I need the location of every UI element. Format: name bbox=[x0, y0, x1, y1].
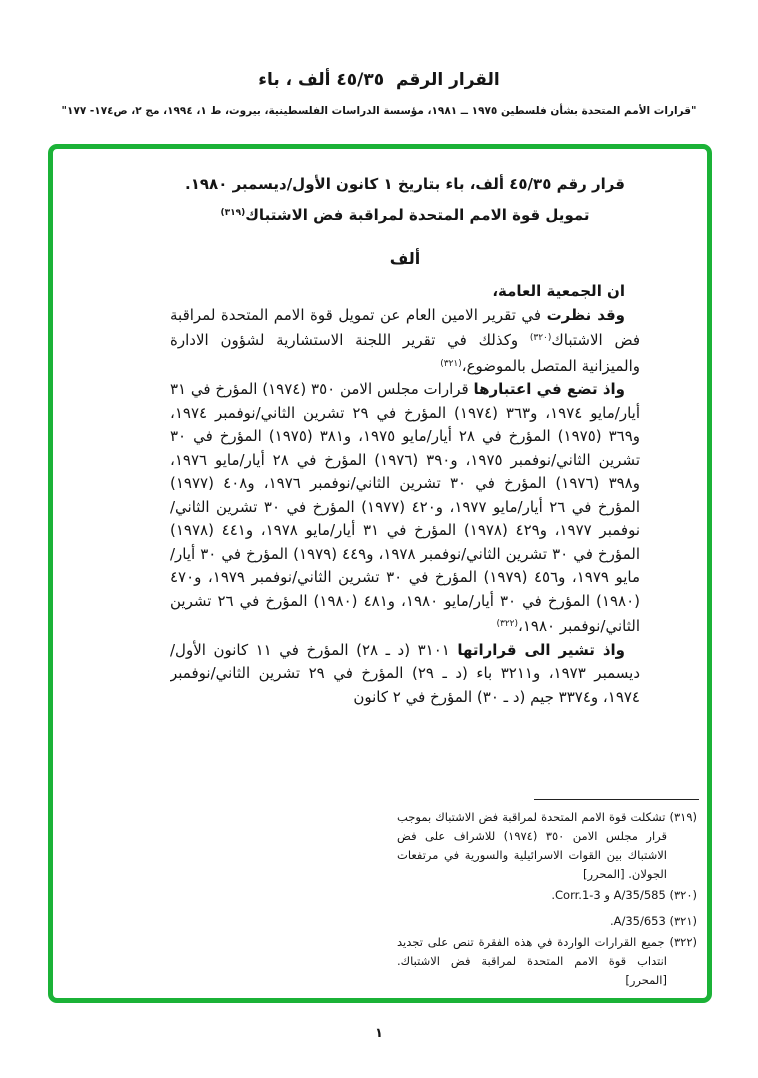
text-run: ٣١٠١ (د ـ ٢٨) المؤرخ في ١١ كانون الأول/ديسمبر ١٩٧٣، و٣٢١١ باء (د ـ ٢٩) المؤرخ في ٢٩ تشرين الثاني/نوفمبر ١٩٧٤، و٣٣٧٤ جيم (د ـ ٣٠) المؤرخ في ٢ كانون bbox=[170, 640, 640, 706]
footnote-322 bbox=[397, 933, 697, 990]
text-run: واذ تشير الى قراراتها bbox=[457, 640, 625, 659]
text-run: وقد نظرت bbox=[546, 305, 625, 324]
footnote-320 bbox=[397, 886, 697, 905]
footnote-321 bbox=[397, 912, 697, 931]
footnote-ref: (٣٢٢) bbox=[496, 619, 519, 629]
highlight-box bbox=[48, 144, 712, 1003]
paragraph-assembly bbox=[170, 280, 640, 304]
footnote-ref: (٣١٩) bbox=[220, 208, 246, 218]
paragraph-recalling bbox=[170, 639, 640, 710]
resolution-body bbox=[170, 280, 640, 709]
footnote-ref: (٣٢١) bbox=[440, 358, 462, 369]
resolution-subheading bbox=[170, 206, 640, 224]
text-run: قرارات مجلس الامن ٣٥٠ (١٩٧٤) المؤرخ في ٣١ أيار/مايو ١٩٧٤، و٣٦٣ (١٩٧٤) المؤرخ في ٢٩ تشرين الثاني/نوفمبر ١٩٧٤، و٣٦٩ (١٩٧٥) المؤرخ في ٢٨ أيار/مايو ١٩٧٥، و٣٨١ (١٩٧٥) المؤرخ في ٣٠ تشرين الثاني/نوفمبر ١٩٧٥، و٣٩٠ (١٩٧٦) المؤرخ في ٢٨ أيار/مايو ١٩٧٦، و٣٩٨ (١٩٧٦) المؤرخ في ٣٠ تشرين الثاني/نوفمبر ١٩٧٦، و٤٠٨ (١٩٧٧) المؤرخ في ٢٦ أيار/مايو ١٩٧٧، و٤٢٠ (١٩٧٧) المؤرخ في ٣٠ تشرين الثاني/نوفمبر ١٩٧٧، و٤٢٩ (١٩٧٨) المؤرخ في ٣١ أيار/مايو ١٩٧٨، و٤٤١ (١٩٧٨) المؤرخ في ٣٠ تشرين الثاني/نوفمبر ١٩٧٨، و٤٤٩ (١٩٧٩) المؤرخ في ٣٠ أيار/مايو ١٩٧٩، و٤٥٦ (١٩٧٩) المؤرخ في ٣٠ تشرين الثاني/نوفمبر ١٩٧٩، و٤٧٠ (١٩٨٠) المؤرخ في ٣٠ أيار/مايو ١٩٨٠، و٤٨١ (١٩٨٠) المؤرخ في ٢٦ تشرين الثاني/نوفمبر ١٩٨٠، bbox=[170, 380, 640, 635]
text-run: (٣٢٢) جميع القرارات الواردة في هذه الفقرة تنص على تجديد انتداب قوة الامم المتحدة لمراقبة فض الاشتباك. [المحرر] bbox=[397, 935, 697, 987]
text-run: (٣٢١) A/35/653. bbox=[609, 914, 697, 928]
document-title: القرار الرقم ٤٥/٣٥ ألف ، باء bbox=[258, 70, 500, 90]
text-run: (٣٢٠) A/35/585 و Corr.1-3. bbox=[551, 888, 697, 902]
page-number: ١ bbox=[375, 1026, 383, 1041]
section-letter: ألف bbox=[389, 249, 421, 268]
text-run: ان الجمعية العامة، bbox=[492, 282, 625, 300]
paragraph-having-considered bbox=[170, 304, 640, 379]
text-run: وكذلك في تقرير اللجنة الاستشارية لشؤون الادارة والميزانية المتصل بالموضوع، bbox=[170, 331, 640, 375]
footnote-ref: (٣٢٠) bbox=[529, 333, 552, 343]
footnote-separator bbox=[534, 799, 699, 800]
paragraph-bearing-in-mind bbox=[170, 378, 640, 639]
footnotes-block bbox=[397, 808, 697, 992]
text-run: واذ تضع في اعتبارها bbox=[473, 380, 626, 398]
footnote-319 bbox=[397, 808, 697, 884]
resolution-heading: قرار رقم ٤٥/٣٥ ألف، باء بتاريخ ١ كانون الأول/ديسمبر ١٩٨٠. bbox=[185, 175, 625, 193]
source-citation: "قرارات الأمم المتحدة بشأن فلسطين ١٩٧٥ ــ ١٩٨١، مؤسسة الدراسات الفلسطينية، بيروت، ط ١، ١٩٩٤، مج ٢، ص١٧٤- ١٧٧" bbox=[61, 105, 697, 117]
text-run: تمويل قوة الامم المتحدة لمراقبة فض الاشتباك bbox=[245, 206, 590, 224]
text-run: في تقرير الامين العام عن تمويل قوة الامم المتحدة لمراقبة فض الاشتباك bbox=[170, 305, 640, 349]
text-run: (٣١٩) تشكلت قوة الامم المتحدة لمراقبة فض الاشتباك بموجب قرار مجلس الامن ٣٥٠ (١٩٧٤) للاشراف على فض الاشتباك بين القوات الاسرائيلية والسورية في مرتفعات الجولان. [المحرر] bbox=[397, 810, 697, 881]
